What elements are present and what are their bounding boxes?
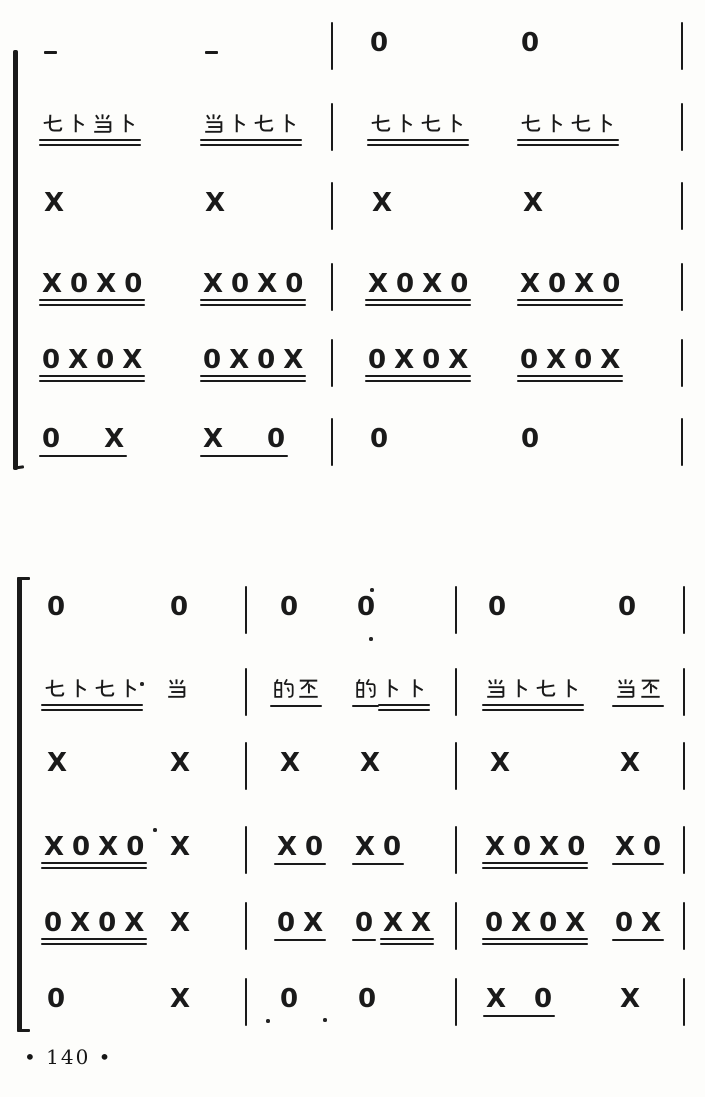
glyph-0: 0 [513,832,532,862]
page-number: • 140 • [24,1045,113,1069]
glyph-0: 0 [70,269,89,299]
glyph-bu [510,678,531,699]
glyph-0: 0 [47,984,66,1014]
beat-group [47,750,67,776]
glyph-0: 0 [124,269,143,299]
barline-segment [245,826,247,874]
barline-segment [681,418,683,466]
glyph-X: X [47,748,68,778]
glyph-di [273,678,294,699]
beam-double-top [365,375,471,377]
glyph-X: X [68,345,89,375]
beat-group [615,910,661,936]
glyph-0: 0 [257,345,276,375]
beat-group [280,986,298,1012]
beat-group [615,676,661,699]
barline-segment [331,263,333,311]
beat-group [205,190,225,216]
beam-double-top [482,704,584,706]
glyph-bu [406,678,427,699]
glyph-bu [278,113,299,134]
beam-double-top [39,299,145,301]
glyph-0: 0 [422,345,441,375]
barline-segment [683,668,685,716]
beam-double-top [200,299,306,301]
beam-double-bottom [378,709,430,711]
glyph-bu [117,113,138,134]
glyph-qi [520,113,541,134]
glyph-dang [92,113,113,134]
beam-double-bottom [365,380,471,382]
barline-segment [681,263,683,311]
beam-double-top [41,862,147,864]
glyph-bu [395,113,416,134]
glyph-0: 0 [47,592,66,622]
beat-group [47,986,65,1012]
ink-speck [369,637,373,641]
glyph-0: 0 [370,424,389,454]
beam-double-top [39,139,141,141]
beat-group [42,111,138,134]
beam-single [39,455,127,457]
beat-group [273,676,319,699]
glyph-qi [253,113,274,134]
beam-double-top [41,704,143,706]
barline-segment [245,586,247,634]
glyph-X: X [70,908,91,938]
glyph-X: X [394,345,415,375]
glyph-X: X [170,748,191,778]
beat-group [521,30,539,56]
glyph-bu [228,113,249,134]
glyph-X: X [170,832,191,862]
glyph-X: X [257,269,278,299]
glyph-X: X [511,908,532,938]
beam-double-bottom [39,380,145,382]
beat-group [280,594,298,620]
beat-group [357,594,375,620]
glyph-0: 0 [280,984,299,1014]
barline-segment [455,902,457,950]
beat-group [520,347,620,373]
beat-group [485,834,585,860]
beat-group [368,271,468,297]
glyph-0: 0 [534,984,553,1014]
beam-double-bottom [200,144,302,146]
beam-single [270,705,322,707]
glyph-X: X [485,832,506,862]
beat-group [277,910,323,936]
beam-double-top [482,862,588,864]
beat-group [360,750,380,776]
glyph-X: X [44,188,65,218]
glyph-X: X [486,984,507,1014]
system-bracket [17,577,22,1032]
glyph-X: X [96,269,117,299]
beam-double-bottom [482,709,584,711]
glyph-0: 0 [355,908,374,938]
barline-segment [331,182,333,230]
beam-double-bottom [482,943,588,945]
beat-group [370,111,466,134]
glyph-bu [595,113,616,134]
ink-speck [323,1018,327,1022]
glyph-X: X [98,832,119,862]
glyph-X: X [523,188,544,218]
glyph-X: X [448,345,469,375]
beat-group [620,986,640,1012]
beat-group [620,750,640,776]
glyph-0: 0 [539,908,558,938]
glyph-X: X [280,748,301,778]
glyph-X: X [615,832,636,862]
beat-group [372,190,392,216]
barline-segment [455,826,457,874]
beam-double-bottom [367,144,469,146]
beam-double-bottom [39,144,141,146]
glyph-X: X [229,345,250,375]
glyph-X: X [360,748,381,778]
glyph-0: 0 [368,345,387,375]
glyph-X: X [42,269,63,299]
barline-segment [245,668,247,716]
glyph-bu [67,113,88,134]
glyph-X: X [490,748,511,778]
glyph-X: X [205,188,226,218]
glyph-pi [298,678,319,699]
barline-segment [681,182,683,230]
beat-group [370,426,388,452]
glyph-qi [94,678,115,699]
glyph-0: 0 [450,269,469,299]
beat-group [47,594,65,620]
beam-single [352,863,404,865]
glyph-0: 0 [567,832,586,862]
beat-group [383,910,431,936]
glyph-0: 0 [370,28,389,58]
beat-group [42,271,142,297]
glyph-0: 0 [574,345,593,375]
beam-single [612,939,664,941]
glyph-0: 0 [358,984,377,1014]
barline-segment [331,103,333,151]
beam-single [483,1015,555,1017]
beat-group [170,750,190,776]
brace-foot [13,465,24,470]
glyph-X: X [574,269,595,299]
beat-group [170,594,188,620]
beat-group [203,111,299,134]
bracket-hook-top [17,577,30,580]
glyph-0: 0 [548,269,567,299]
beat-group [277,834,323,860]
barline-segment [681,339,683,387]
beat-group [170,834,190,860]
beam-double-top [517,299,623,301]
beam-single [274,939,326,941]
barline-segment [683,826,685,874]
glyph-X: X [641,908,662,938]
barline-segment [331,22,333,70]
glyph-0: 0 [521,424,540,454]
beat-group [488,594,506,620]
beam-double-bottom [482,867,588,869]
glyph-qi [42,113,63,134]
glyph-0: 0 [96,345,115,375]
glyph-bu [69,678,90,699]
beam-single [612,863,664,865]
glyph-0: 0 [170,592,189,622]
beat-group [486,986,552,1012]
glyph-0: 0 [602,269,621,299]
beam-double-top [482,938,588,940]
glyph-X: X [546,345,567,375]
beam-double-bottom [200,380,306,382]
beat-group [485,676,581,699]
barline-segment [331,339,333,387]
beat-group [523,190,543,216]
glyph-0: 0 [383,832,402,862]
beam-double-bottom [41,943,147,945]
glyph-X: X [620,984,641,1014]
beat-group [381,676,427,699]
barline-segment [683,978,685,1026]
glyph-X: X [520,269,541,299]
beat-group [618,594,636,620]
beat-group [170,910,190,936]
beat-group [203,347,303,373]
barline-segment [681,22,683,70]
glyph-0: 0 [277,908,296,938]
beam-single [612,705,664,707]
beat-group [370,30,388,56]
glyph-X: X [44,832,65,862]
glyph-0: 0 [44,908,63,938]
glyph-0: 0 [521,28,540,58]
glyph-0: 0 [98,908,117,938]
beat-group [355,910,373,936]
glyph-0: 0 [231,269,250,299]
glyph-pi [640,678,661,699]
beam-double-top [41,938,147,940]
glyph-0: 0 [42,424,61,454]
glyph-X: X [170,984,191,1014]
beam-double-top [517,375,623,377]
beam-double-bottom [41,709,143,711]
beat-group [44,190,64,216]
beam-single [200,455,288,457]
glyph-0: 0 [485,908,504,938]
beam-double-bottom [517,380,623,382]
glyph-qi [370,113,391,134]
beam-double-bottom [365,304,471,306]
glyph-X: X [203,269,224,299]
beat-group [203,271,303,297]
beat-group [44,834,144,860]
glyph-X: X [355,832,376,862]
beat-group [203,426,285,452]
beam-double-top [378,704,430,706]
glyph-0: 0 [280,592,299,622]
beat-group [42,426,124,452]
glyph-X: X [368,269,389,299]
glyph-X: X [383,908,404,938]
barline-segment [455,742,457,790]
beam-single [274,863,326,865]
glyph-X: X [422,269,443,299]
barline-segment [683,742,685,790]
beat-group [358,986,376,1012]
glyph-X: X [283,345,304,375]
beam-double-top [39,375,145,377]
beam-single [352,939,376,941]
ink-speck [370,588,374,592]
glyph-0: 0 [615,908,634,938]
beat-group [520,111,616,134]
glyph-bu [560,678,581,699]
beat-group [355,676,376,699]
beat-group [170,986,190,1012]
beam-double-bottom [200,304,306,306]
glyph-qi [44,678,65,699]
glyph-0: 0 [618,592,637,622]
beam-double-top [200,375,306,377]
beat-group [166,676,187,699]
glyph-0: 0 [285,269,304,299]
glyph-X: X [565,908,586,938]
glyph-X: X [372,188,393,218]
beam-single [352,705,379,707]
glyph-X: X [539,832,560,862]
barline-segment [245,902,247,950]
system-brace [13,50,18,470]
glyph-0: 0 [42,345,61,375]
glyph-X: X [600,345,621,375]
beat-group [520,271,620,297]
beam-double-top [365,299,471,301]
beam-double-bottom [517,304,623,306]
glyph-0: 0 [305,832,324,862]
ink-speck [153,828,157,832]
barline-segment [331,418,333,466]
glyph-bu [119,678,140,699]
barline-segment [683,586,685,634]
glyph-0: 0 [520,345,539,375]
glyph-bu [381,678,402,699]
glyph-bu [445,113,466,134]
glyph-qi [535,678,556,699]
beat-group [42,347,142,373]
glyph-0: 0 [267,424,286,454]
beam-double-bottom [517,144,619,146]
beam-double-bottom [380,943,434,945]
barline-segment [455,978,457,1026]
glyph-bu [545,113,566,134]
beam-double-top [517,139,619,141]
glyph-X: X [411,908,432,938]
glyph-dang [203,113,224,134]
glyph-X: X [122,345,143,375]
glyph-0: 0 [396,269,415,299]
rest-dash [205,51,218,54]
barline-segment [455,586,457,634]
barline-segment [455,668,457,716]
beat-group [44,676,140,699]
beat-group [44,910,144,936]
beat-group [490,750,510,776]
beam-double-bottom [39,304,145,306]
glyph-0: 0 [203,345,222,375]
beam-double-bottom [41,867,147,869]
beat-group [368,347,468,373]
rest-dash [44,51,57,54]
beam-double-top [380,938,434,940]
beam-double-top [200,139,302,141]
bracket-hook-bottom [17,1029,30,1032]
glyph-X: X [124,908,145,938]
beat-group [355,834,401,860]
ink-speck [266,1019,270,1023]
glyph-X: X [303,908,324,938]
barline-segment [245,978,247,1026]
glyph-X: X [203,424,224,454]
glyph-X: X [620,748,641,778]
glyph-X: X [104,424,125,454]
glyph-dang [485,678,506,699]
beat-group [485,910,585,936]
glyph-0: 0 [643,832,662,862]
beat-group [521,426,539,452]
barline-segment [681,103,683,151]
glyph-dang [166,678,187,699]
barline-segment [245,742,247,790]
glyph-0: 0 [357,592,376,622]
beat-group [280,750,300,776]
glyph-X: X [277,832,298,862]
glyph-0: 0 [72,832,91,862]
glyph-dang [615,678,636,699]
glyph-0: 0 [126,832,145,862]
glyph-0: 0 [488,592,507,622]
barline-segment [683,902,685,950]
glyph-di [355,678,376,699]
glyph-qi [570,113,591,134]
beam-double-top [367,139,469,141]
glyph-X: X [170,908,191,938]
glyph-qi [420,113,441,134]
beat-group [615,834,661,860]
ink-speck [140,682,144,686]
